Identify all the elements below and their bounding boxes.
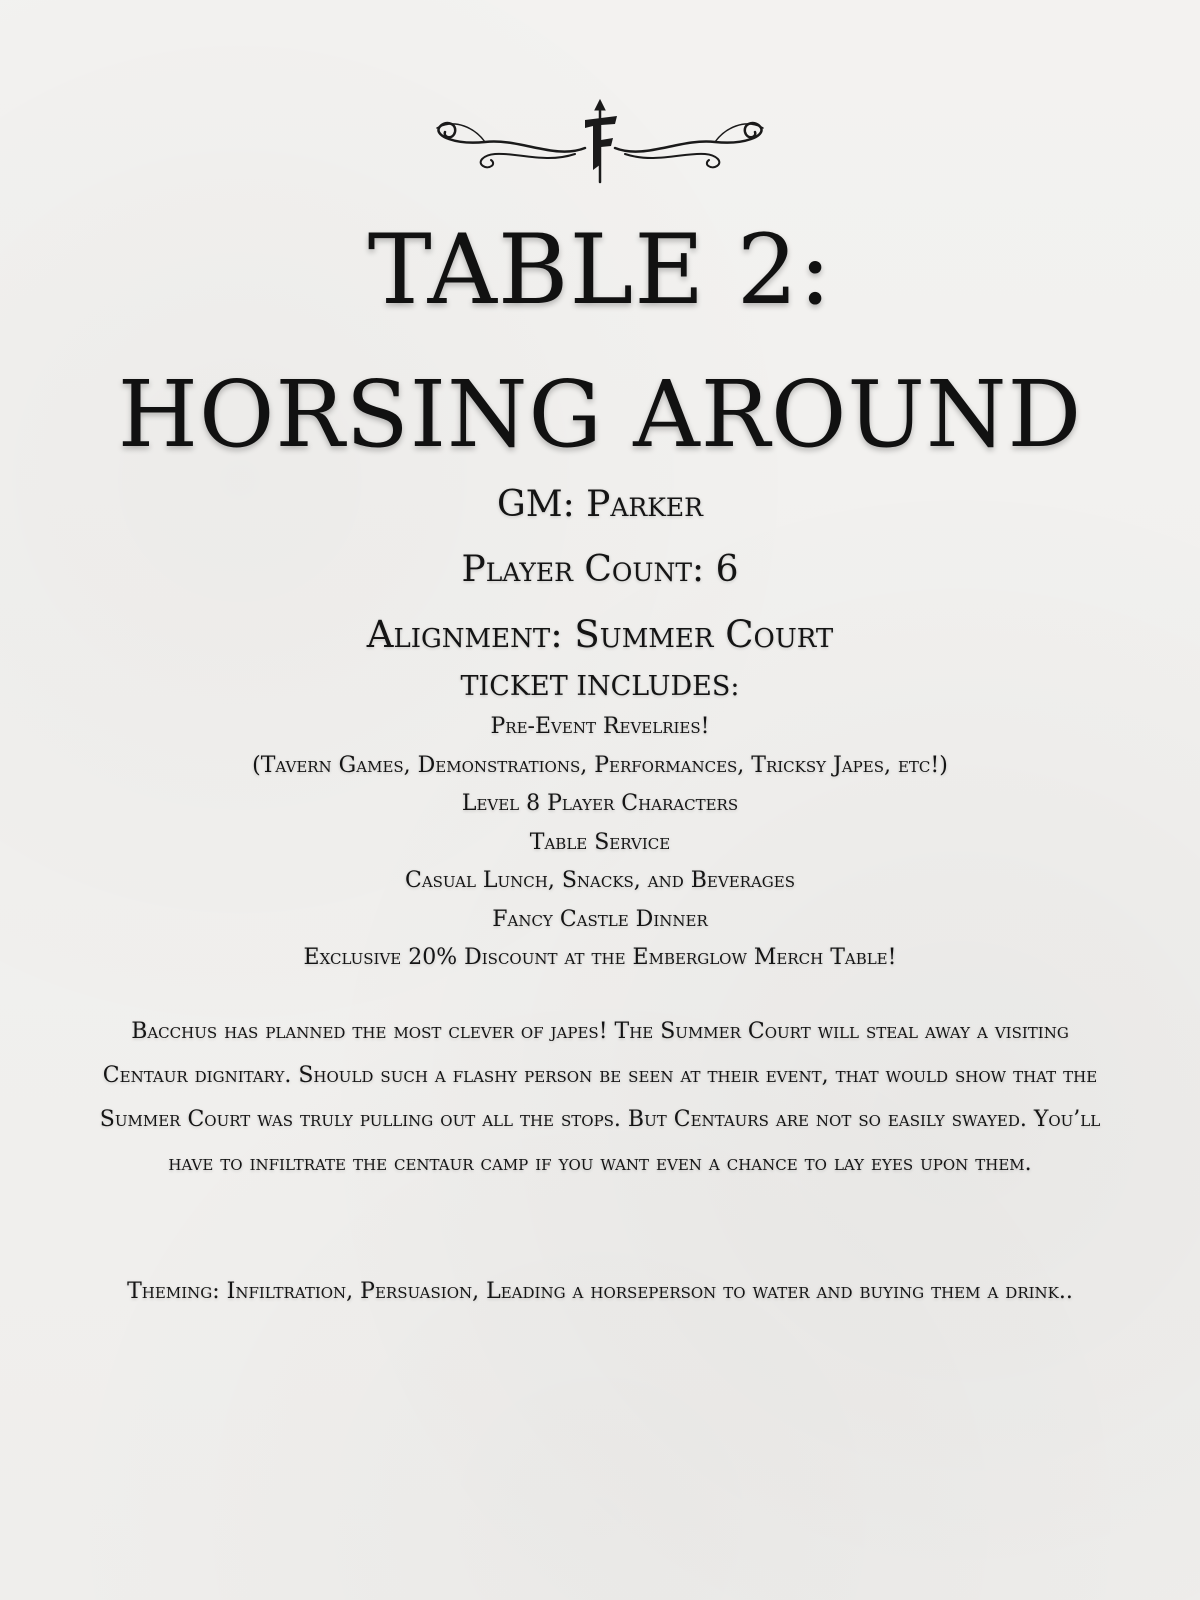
flourish-monogram-f-icon [425,98,775,188]
event-title-line-2: HORSING AROUND [117,361,1083,468]
list-item: Pre-Event Revelries! [490,714,710,739]
list-item: Exclusive 20% Discount at the Emberglow Merch Table! [303,945,897,970]
game-master-label: GM: Parker [496,484,704,525]
list-item: Fancy Castle Dinner [492,906,708,932]
event-description: Bacchus has planned the most clever of japes! The Summer Court will steal away a visiting Centaur dignitary. Should such a flashy person be seen at their event, that would show that the Summer Court was truly pulling out all the stops. But Centaurs are not so easily swayed. You’ll have to infiltrate the centaur camp if you want even a chance to lay eyes upon them. [99,1019,1101,1176]
list-item: Casual Lunch, Snacks, and Beverages [404,868,795,893]
player-count-label: Player Count: 6 [461,549,739,590]
event-theming: Theming: Infiltration, Persuasion, Leading a horseperson to water and buying them a drink.. [127,1279,1073,1304]
ticket-includes-list [60,708,1140,978]
alignment-label: Alignment: Summer Court [366,613,834,656]
list-item: Level 8 Player Characters [461,791,739,816]
event-title-line-1: TABLE 2: [367,214,833,326]
ticket-includes-heading: TICKET INCLUDES: [460,671,740,702]
list-item: Table Service [529,829,671,855]
list-item: (Tavern Games, Demonstrations, Performances, Tricksy Japes, etc!) [252,752,948,778]
